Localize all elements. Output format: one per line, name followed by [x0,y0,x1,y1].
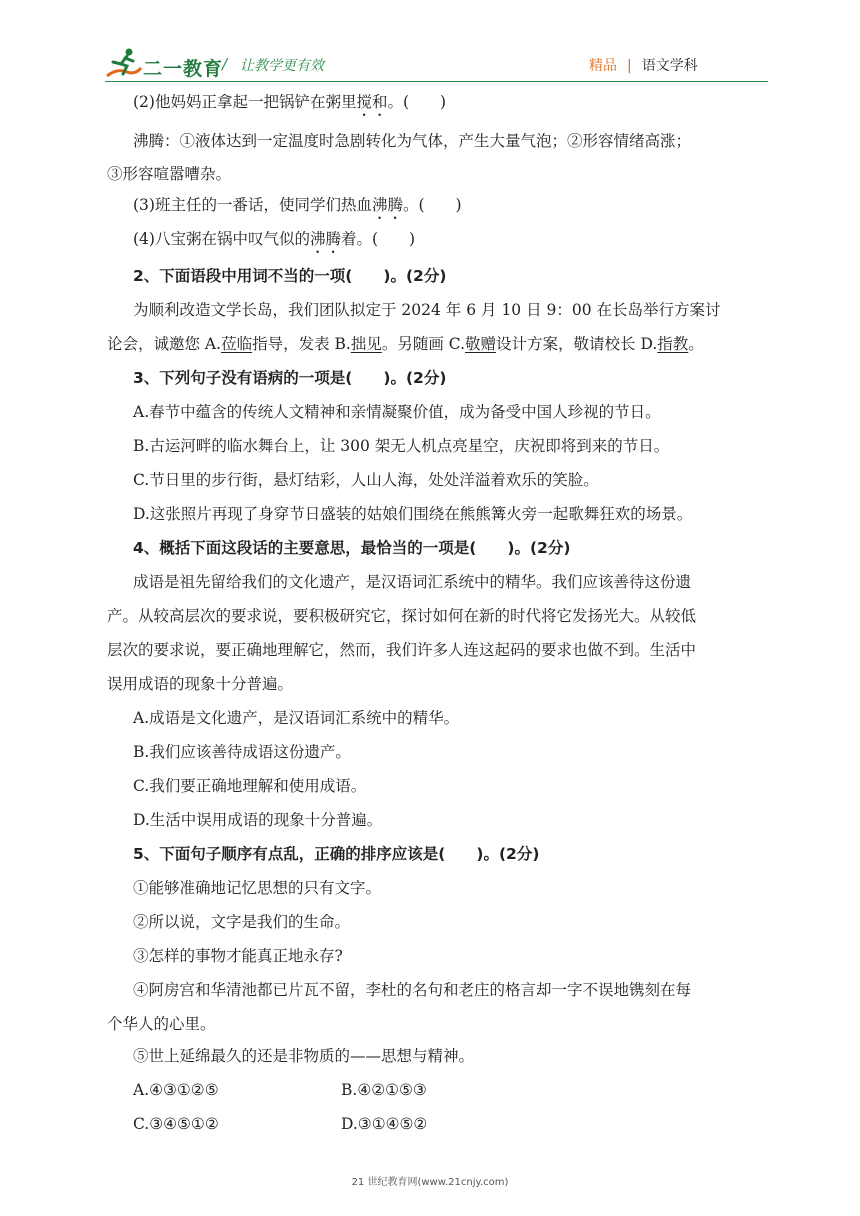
page-header [0,0,860,88]
question-4-option-a: A.成语是文化遗产，是汉语词汇系统中的精华。 [133,709,460,727]
definition-line-1: 沸腾：①液体达到一定温度时急剧转化为气体，产生大量气泡；②形容情绪高涨； [133,132,692,150]
logo [105,46,228,84]
question-5-sentence-3: ③怎样的事物才能真正地永存? [133,947,343,965]
runner-logo-icon [105,46,143,82]
question-3-option-b: B.古运河畔的临水舞台上，让 300 架无人机点亮星空，庆祝即将到来的节日。 [133,437,670,455]
question-2-title: 2、下面语段中用词不当的一项( )。(2分) [133,267,447,285]
header-divider [105,81,768,82]
header-slash: / [222,55,228,73]
sub-question-4: (4)八宝粥在锅中叹气似的沸腾着。( ) [133,230,416,248]
page-footer: 21 世纪教育网(www.21cnjy.com) [351,1177,509,1188]
question-2-paragraph-1: 为顺利改造文学长岛，我们团队拟定于 2024 年 6 月 10 日 9：00 在长岛举行方案讨 [133,301,721,319]
question-5-sentence-4b: 个华人的心里。 [107,1015,216,1033]
question-3-title: 3、下列句子没有语病的一项是( )。(2分) [133,369,447,387]
question-4-paragraph-4: 误用成语的现象十分普遍。 [107,675,294,693]
question-5-sentence-5: ⑤世上延绵最久的还是非物质的——思想与精神。 [133,1047,475,1065]
question-4-option-b: B.我们应该善待成语这份遗产。 [133,743,351,761]
question-5-options-row-1 [133,1079,219,1101]
question-3-option-c: C.节日里的步行街，悬灯结彩，人山人海，处处洋溢着欢乐的笑脸。 [133,471,599,489]
sub-question-2: (2)他妈妈正拿起一把锅铲在粥里搅和。( ) [133,93,447,111]
question-4-title: 4、概括下面这段话的主要意思，最恰当的一项是( )。(2分) [133,539,571,557]
question-2-paragraph-2: 论会，诚邀您 A.莅临指导，发表 B.拙见。另随画 C.敬赠设计方案，敬请校长 D.指教。 [107,335,704,353]
header-right [589,55,698,75]
question-4-paragraph-3: 层次的要求说，要正确地理解它，然而，我们许多人连这起码的要求也做不到。生活中 [107,641,697,659]
definition-line-2: ③形容喧嚣嘈杂。 [107,165,232,183]
question-4-paragraph-2: 产。从较高层次的要求说，要积极研究它，探讨如何在新的时代将它发扬光大。从较低 [107,607,697,625]
quality-label: 精品 [589,58,617,74]
question-5-option-b: B.④②①⑤③ [341,1081,427,1099]
question-3-option-d: D.这张照片再现了身穿节日盛装的姑娘们围绕在熊熊篝火旁一起歌舞狂欢的场景。 [133,505,693,523]
header-slogan: 让教学更有效 [240,58,324,74]
question-5-sentence-1: ①能够准确地记忆思想的只有文字。 [133,879,382,897]
question-5-title: 5、下面句子顺序有点乱，正确的排序应该是( )。(2分) [133,845,540,863]
question-5-option-a: A.④③①②⑤ [133,1081,219,1099]
question-4-paragraph-1: 成语是祖先留给我们的文化遗产，是汉语词汇系统中的精华。我们应该善待这份遗 [133,573,692,591]
question-5-sentence-4a: ④阿房宫和华清池都已片瓦不留，李杜的名句和老庄的格言却一字不误地镌刻在每 [133,981,692,999]
question-5-option-d: D.③①④⑤② [341,1115,428,1133]
header-separator: | [627,58,632,74]
question-4-option-c: C.我们要正确地理解和使用成语。 [133,777,367,795]
logo-text: 二一教育 [143,58,224,80]
subject-label: 语文学科 [641,58,698,74]
question-5-option-c: C.③④⑤①② [133,1115,219,1133]
question-4-option-d: D.生活中误用成语的现象十分普遍。 [133,811,383,829]
question-5-sentence-2: ②所以说，文字是我们的生命。 [133,913,351,931]
question-3-option-a: A.春节中蕴含的传统人文精神和亲情凝聚价值，成为备受中国人珍视的节日。 [133,403,661,421]
sub-question-3: (3)班主任的一番话，使同学们热血沸腾。( ) [133,196,462,214]
